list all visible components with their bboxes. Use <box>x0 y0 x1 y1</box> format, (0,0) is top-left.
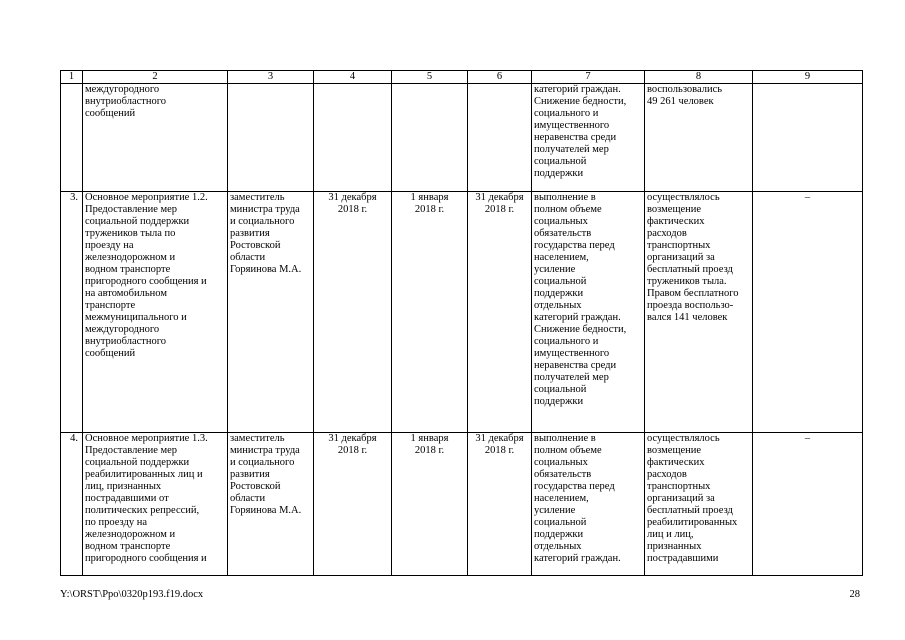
notes-cell: – <box>753 192 863 433</box>
cell-text-line: организаций за <box>647 252 715 263</box>
cell-text-line: расходов <box>647 228 687 239</box>
header-cell: 9 <box>753 71 863 84</box>
cell-text-line: усиление <box>534 264 576 275</box>
actual-start-cell <box>392 84 468 192</box>
cell-text-line: воспользовались <box>647 84 723 95</box>
responsible-cell <box>228 433 314 576</box>
cell-text-line: фактических <box>647 216 705 227</box>
cell-text-line: бесплатный проезд <box>647 505 733 516</box>
planned-end-cell <box>314 192 392 433</box>
responsible-cell <box>228 84 314 192</box>
cell-text-line: внутриобластного <box>85 336 167 347</box>
cell-text-line: проезду на <box>85 240 134 251</box>
planned-result-cell <box>532 433 645 576</box>
cell-text-line: государства перед <box>534 240 615 251</box>
header-cell: 6 <box>468 71 532 84</box>
document-table <box>60 70 863 576</box>
cell-text-line: Горяинова М.А. <box>230 264 302 275</box>
cell-text-line: водном транспорте <box>85 264 171 275</box>
table-header-row <box>61 71 863 84</box>
cell-text-line: тружеников тыла. <box>647 276 727 287</box>
cell-text-line: социальных <box>534 457 588 468</box>
cell-text-line: социальной <box>534 276 587 287</box>
cell-text-line: 2018 г. <box>414 204 445 215</box>
cell-text-line: имущественного <box>534 120 610 131</box>
cell-text-line: вался 141 человек <box>647 312 728 323</box>
actual-end-cell <box>468 192 532 433</box>
cell-text-line: поддержки <box>534 168 584 179</box>
cell-text-line: тружеников тыла по <box>85 228 176 239</box>
cell-text-line: развития <box>230 469 270 480</box>
cell-text-line: 49 261 человек <box>647 96 714 107</box>
cell-text-line: 1 января <box>410 192 449 203</box>
cell-text-line: поддержки <box>534 396 584 407</box>
cell-text-line: категорий граждан. <box>534 84 621 95</box>
cell-text-line: поддержки <box>534 288 584 299</box>
cell-text-line: развития <box>230 228 270 239</box>
cell-text-line: Предоставление мер <box>85 445 178 456</box>
row-number-cell: 4. <box>61 433 83 576</box>
notes-cell: – <box>753 433 863 576</box>
actual-start-cell <box>392 192 468 433</box>
cell-text-line: сообщений <box>85 108 136 119</box>
actual-end-cell <box>468 84 532 192</box>
cell-text-line: получателей мер <box>534 144 609 155</box>
cell-text-line: междугородного <box>85 324 160 335</box>
cell-text-line: 2018 г. <box>484 445 515 456</box>
row-number-cell <box>61 84 83 192</box>
cell-text-line: фактических <box>647 457 705 468</box>
actual-result-cell <box>645 84 753 192</box>
cell-text-line: категорий граждан. <box>534 553 621 564</box>
cell-text-line: признанных <box>647 541 702 552</box>
table-row <box>61 433 863 576</box>
cell-text-line: неравенства среди <box>534 132 617 143</box>
cell-text-line: осуществлялось <box>647 433 720 444</box>
cell-text-line: обязательств <box>534 228 592 239</box>
header-cell: 5 <box>392 71 468 84</box>
cell-text-line: Ростовской <box>230 481 281 492</box>
cell-text-line: социальной поддержки <box>85 216 190 227</box>
actual-result-cell <box>645 433 753 576</box>
cell-text-line: отдельных <box>534 300 582 311</box>
cell-text-line: министра труда <box>230 204 300 215</box>
cell-text-line: междугородного <box>85 84 160 95</box>
footer-file-path: Y:\ORST\Ppo\0320p193.f19.docx <box>60 589 204 600</box>
cell-text-line: пострадавшими <box>647 553 719 564</box>
row-number-cell: 3. <box>61 192 83 433</box>
cell-text-line: реабилитированных лиц и <box>85 469 203 480</box>
cell-text-line: Основное мероприятие 1.3. <box>85 433 208 444</box>
cell-text-line: отдельных <box>534 541 582 552</box>
cell-text-line: проезда воспользо- <box>647 300 734 311</box>
cell-text-line: и социального <box>230 216 295 227</box>
page-number: 28 <box>849 589 860 600</box>
cell-text-line: бесплатный проезд <box>647 264 733 275</box>
cell-text-line: пригородного сообщения и <box>85 276 207 287</box>
header-cell: 3 <box>228 71 314 84</box>
cell-text-line: 31 декабря <box>328 192 377 203</box>
cell-text-line: железнодорожном и <box>85 252 176 263</box>
cell-text-line: социальной поддержки <box>85 457 190 468</box>
cell-text-line: социальной <box>534 517 587 528</box>
cell-text-line: министра труда <box>230 445 300 456</box>
table-row-continuation <box>61 84 863 192</box>
cell-text-line: социального и <box>534 108 599 119</box>
cell-text-line: транспортных <box>647 240 711 251</box>
cell-text-line: Ростовской <box>230 240 281 251</box>
activity-cell <box>83 192 228 433</box>
cell-text-line: социальной <box>534 156 587 167</box>
cell-text-line: социального и <box>534 336 599 347</box>
cell-text-line: водном транспорте <box>85 541 171 552</box>
cell-text-line: лиц, признанных <box>85 481 162 492</box>
cell-text-line: транспорте <box>85 300 136 311</box>
cell-text-line: транспортных <box>647 481 711 492</box>
cell-text-line: Горяинова М.А. <box>230 505 302 516</box>
cell-text-line: поддержки <box>534 529 584 540</box>
table-row <box>61 192 863 433</box>
activity-cell <box>83 433 228 576</box>
cell-text-line: выполнение в <box>534 433 596 444</box>
cell-text-line: 2018 г. <box>414 445 445 456</box>
cell-text-line: Снижение бедности, <box>534 324 627 335</box>
cell-text-line: возмещение <box>647 445 702 456</box>
cell-text-line: обязательств <box>534 469 592 480</box>
header-cell: 2 <box>83 71 228 84</box>
cell-text-line: получателей мер <box>534 372 609 383</box>
cell-text-line: населением, <box>534 493 589 504</box>
cell-text-line: 2018 г. <box>337 204 368 215</box>
cell-text-line: населением, <box>534 252 589 263</box>
cell-text-line: Основное мероприятие 1.2. <box>85 192 208 203</box>
planned-end-cell <box>314 433 392 576</box>
planned-end-cell <box>314 84 392 192</box>
cell-text-line: железнодорожном и <box>85 529 176 540</box>
cell-text-line: на автомобильном <box>85 288 167 299</box>
notes-cell <box>753 84 863 192</box>
cell-text-line: области <box>230 493 266 504</box>
cell-text-line: возмещение <box>647 204 702 215</box>
header-cell: 8 <box>645 71 753 84</box>
cell-text-line: политических репрессий, <box>85 505 200 516</box>
cell-text-line: внутриобластного <box>85 96 167 107</box>
cell-text-line: организаций за <box>647 493 715 504</box>
cell-text-line: пригородного сообщения и <box>85 553 207 564</box>
cell-text-line: социальной <box>534 384 587 395</box>
cell-text-line: 2018 г. <box>337 445 368 456</box>
cell-text-line: 31 декабря <box>475 433 524 444</box>
cell-text-line: межмуниципального и <box>85 312 187 323</box>
header-cell: 4 <box>314 71 392 84</box>
cell-text-line: заместитель <box>230 433 285 444</box>
cell-text-line: Снижение бедности, <box>534 96 627 107</box>
cell-text-line: реабилитированных <box>647 517 738 528</box>
cell-text-line: неравенства среди <box>534 360 617 371</box>
cell-text-line: осуществлялось <box>647 192 720 203</box>
header-cell: 1 <box>61 71 83 84</box>
cell-text-line: полном объеме <box>534 204 602 215</box>
cell-text-line: Правом бесплатного <box>647 288 739 299</box>
cell-text-line: категорий граждан. <box>534 312 621 323</box>
planned-result-cell <box>532 192 645 433</box>
cell-text-line: 31 декабря <box>328 433 377 444</box>
cell-text-line: расходов <box>647 469 687 480</box>
cell-text-line: и социального <box>230 457 295 468</box>
cell-text-line: Предоставление мер <box>85 204 178 215</box>
actual-end-cell <box>468 433 532 576</box>
cell-text-line: имущественного <box>534 348 610 359</box>
cell-text-line: полном объеме <box>534 445 602 456</box>
cell-text-line: по проезду на <box>85 517 147 528</box>
cell-text-line: социальных <box>534 216 588 227</box>
planned-result-cell <box>532 84 645 192</box>
cell-text-line: 1 января <box>410 433 449 444</box>
cell-text-line: пострадавшими от <box>85 493 169 504</box>
activity-cell <box>83 84 228 192</box>
cell-text-line: 2018 г. <box>484 204 515 215</box>
cell-text-line: 31 декабря <box>475 192 524 203</box>
cell-text-line: лиц и лиц, <box>647 529 694 540</box>
cell-text-line: сообщений <box>85 348 136 359</box>
cell-text-line: области <box>230 252 266 263</box>
cell-text-line: усиление <box>534 505 576 516</box>
actual-start-cell <box>392 433 468 576</box>
actual-result-cell <box>645 192 753 433</box>
cell-text-line: заместитель <box>230 192 285 203</box>
header-cell: 7 <box>532 71 645 84</box>
cell-text-line: выполнение в <box>534 192 596 203</box>
responsible-cell <box>228 192 314 433</box>
cell-text-line: государства перед <box>534 481 615 492</box>
